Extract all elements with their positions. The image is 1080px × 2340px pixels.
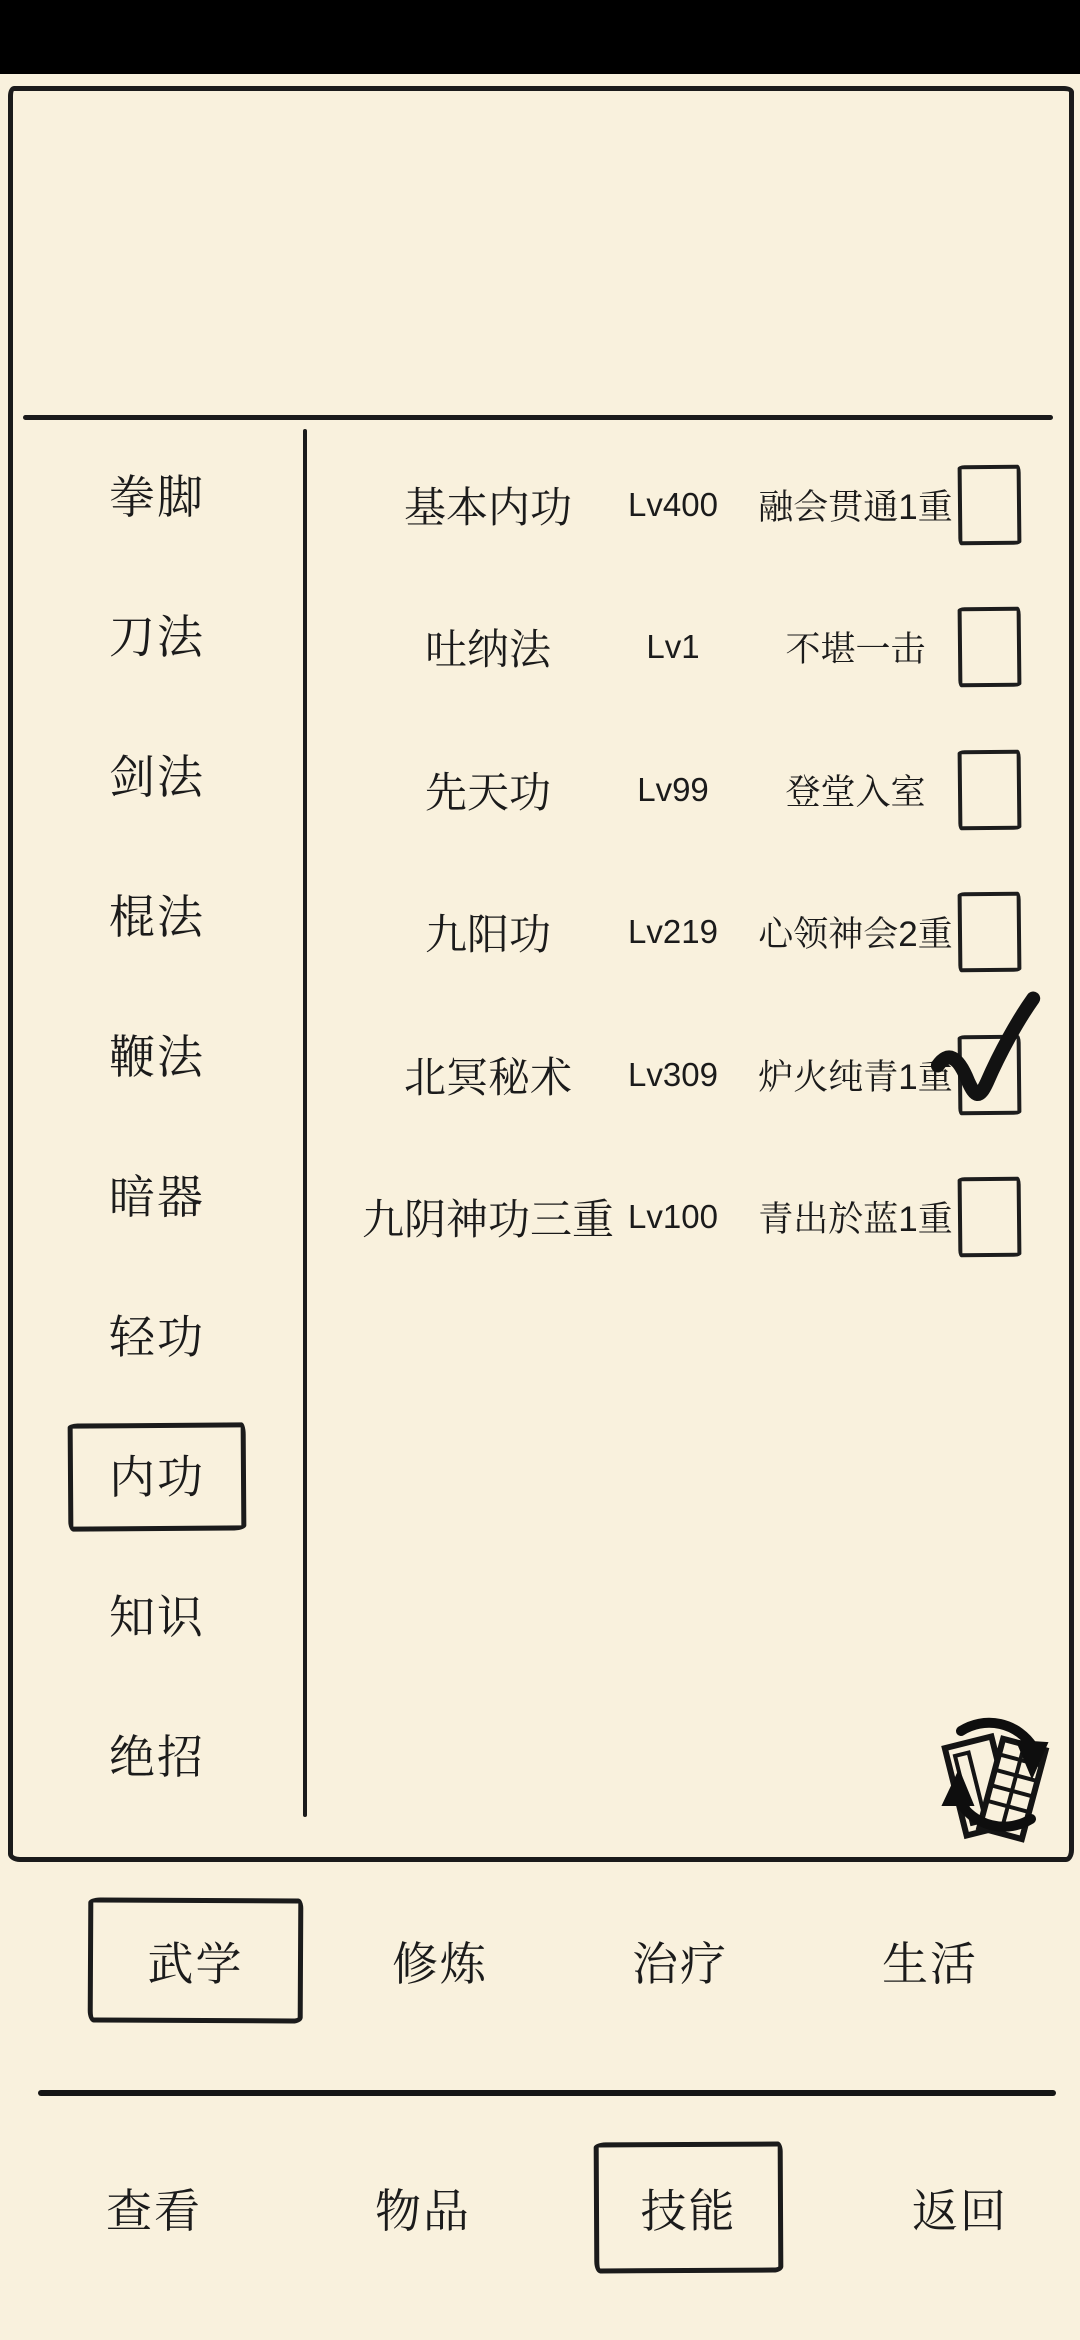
sidebar-item-label: 轻功 [109, 1311, 205, 1363]
button-jineng-selected[interactable] [594, 2142, 784, 2274]
skill-row[interactable] [313, 1034, 1069, 1116]
skill-mastery: 融会贯通1重 [758, 488, 953, 527]
message-area [13, 91, 1069, 415]
sidebar-item-label: 棍法 [109, 891, 205, 943]
tab-zhiliao[interactable] [625, 1898, 735, 2023]
skill-level: Lv99 [637, 771, 709, 808]
skill-mastery: 心领神会2重 [758, 915, 953, 954]
tab-label: 生活 [882, 1937, 978, 1990]
button-fanhui[interactable] [905, 2142, 1015, 2273]
skill-row[interactable] [313, 1176, 1069, 1258]
sidebar-item-juezhao[interactable] [13, 1687, 301, 1827]
skill-level: Lv219 [628, 913, 718, 950]
sidebar-item-label: 暗器 [109, 1171, 205, 1223]
button-label: 返回 [912, 2184, 1008, 2237]
sidebar-item-neigong-selected[interactable] [13, 1407, 301, 1547]
status-bar [0, 0, 1080, 74]
skill-checkbox[interactable] [958, 1177, 1022, 1258]
sidebar-item-label: 刀法 [109, 611, 205, 663]
sidebar-item-gunfa[interactable] [13, 847, 301, 987]
nav-separator-line [38, 2090, 1056, 2096]
skill-level: Lv400 [628, 486, 718, 523]
skill-checkbox[interactable] [958, 892, 1022, 973]
skill-row[interactable] [313, 891, 1069, 973]
button-label: 技能 [640, 2184, 737, 2237]
sidebar-item-zhishi[interactable] [13, 1547, 301, 1687]
sidebar-item-qinggong[interactable] [13, 1267, 301, 1407]
skill-category-sidebar [13, 427, 301, 1827]
skill-checkbox[interactable] [958, 465, 1022, 546]
tab-label: 治疗 [632, 1937, 728, 1990]
horizontal-divider [23, 415, 1053, 420]
skill-mastery: 不堪一击 [785, 630, 926, 669]
skill-level: Lv100 [628, 1198, 718, 1235]
skill-level: Lv309 [628, 1056, 718, 1093]
tab-label: 武学 [147, 1937, 244, 1990]
sidebar-item-label: 拳脚 [109, 471, 205, 523]
button-wupin[interactable] [368, 2142, 478, 2273]
tab-shenghuo[interactable] [875, 1898, 985, 2023]
skill-row[interactable] [313, 749, 1069, 831]
skill-name: 九阳功 [424, 911, 551, 958]
button-label: 物品 [375, 2184, 471, 2237]
sidebar-item-daofa[interactable] [13, 567, 301, 707]
skill-name: 九阴神功三重 [361, 1196, 614, 1243]
sidebar-item-quanjiao[interactable] [13, 427, 301, 567]
skill-checkbox[interactable] [958, 607, 1022, 688]
tab-xiulian[interactable] [385, 1898, 495, 2023]
tab-wuxue-selected[interactable] [88, 1897, 304, 2023]
skill-level: Lv1 [646, 628, 700, 665]
skill-name: 北冥秘术 [403, 1054, 572, 1101]
skill-checkbox-checked[interactable] [958, 1035, 1022, 1116]
skill-checkbox[interactable] [958, 750, 1022, 831]
skill-row[interactable] [313, 464, 1069, 546]
button-label: 查看 [106, 2184, 202, 2237]
sidebar-item-label: 剑法 [109, 751, 205, 803]
sidebar-item-label: 知识 [109, 1591, 205, 1643]
sidebar-item-anqi[interactable] [13, 1127, 301, 1267]
sidebar-item-label: 内功 [68, 1422, 247, 1531]
sidebar-item-jianfa[interactable] [13, 707, 301, 847]
sidebar-item-bianfa[interactable] [13, 987, 301, 1127]
sidebar-item-label: 绝招 [109, 1731, 205, 1783]
tab-label: 修炼 [392, 1937, 488, 1990]
skill-mastery: 炉火纯青1重 [758, 1058, 953, 1097]
skill-name: 基本内功 [403, 484, 572, 531]
vertical-divider [303, 429, 307, 1817]
skill-mastery: 青出於蓝1重 [758, 1200, 953, 1239]
button-chakan[interactable] [99, 2142, 209, 2273]
skill-mastery: 登堂入室 [785, 773, 926, 812]
skill-name: 先天功 [424, 769, 551, 816]
sort-swap-icon[interactable] [933, 1701, 1059, 1847]
skill-name: 吐纳法 [424, 626, 551, 673]
skill-row[interactable] [313, 606, 1069, 688]
skills-panel [8, 86, 1074, 1862]
sidebar-item-label: 鞭法 [109, 1031, 205, 1083]
